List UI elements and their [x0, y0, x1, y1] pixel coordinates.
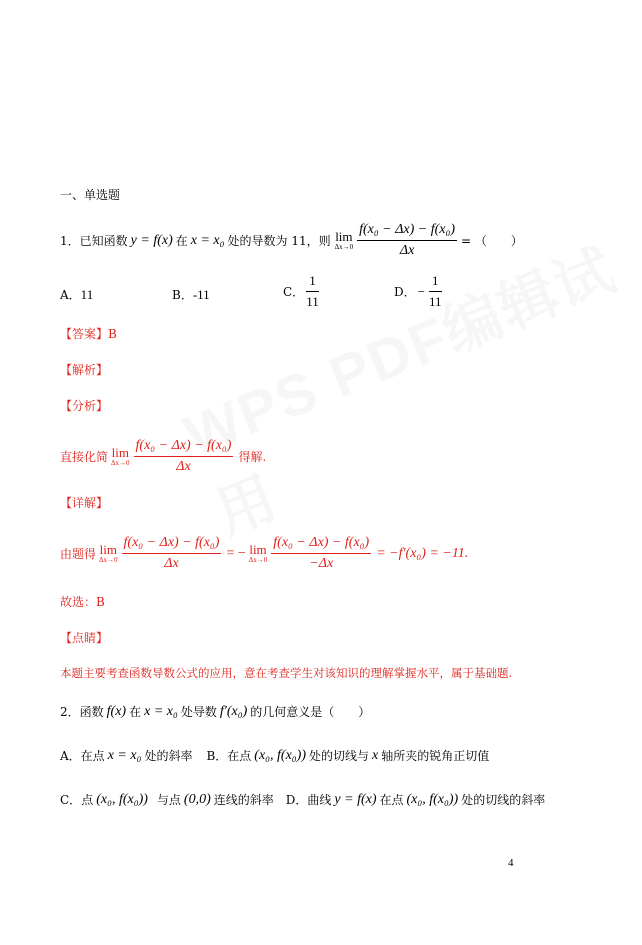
q2-options-ab: A． 在点 x = x₀ 处的斜率 B． 在点 (x₀, f(x₀)) 处的切线与 x 轴所夹的锐角正切值: [60, 747, 490, 763]
fenxi-tag: 【分析】: [60, 399, 109, 413]
q1-option-d: D． − $\frac{1}{11}$: [394, 273, 442, 309]
watermark: [170, 218, 642, 551]
answer-tag: 【答案】: [60, 327, 109, 341]
fenxi-prefix: 直接化简: [60, 450, 109, 464]
q2-options-cd: C． 点 (x₀, f(x₀)) 与点 (0,0) 连线的斜率 D． 曲线 y = f(x) 在点 (x₀, f(x₀)) 处的切线的斜率: [60, 791, 546, 807]
detail-fraction-1: $\frac{\text{f(x₀ − Δx) − f(x₀)}}{\Delta x}$: [123, 535, 220, 571]
detail-result: = −f′(x₀) = −11.: [376, 545, 469, 561]
q2-option-b-label: B．: [206, 749, 228, 763]
detail-fraction-2: $\frac{\text{f(x₀ − Δx) − f(x₀)}}{-\Delta x}$: [273, 535, 370, 571]
question-2: 2． 函数 f(x) 在 x = x₀ 处导数 f′(x₀) 的几何意义是（ ）: [60, 703, 371, 719]
q2-option-a-label: A．: [60, 749, 81, 763]
q1-text-b: 在: [175, 234, 188, 248]
fenxi-line: [60, 438, 266, 475]
q1-func-expr: y = f(x): [130, 232, 173, 248]
comment-tag: 【点睛】: [60, 631, 109, 645]
q1-denominator: Δx: [399, 243, 415, 258]
q1-option-a: A．11: [60, 287, 94, 302]
q1-point-expr: x = x₀: [190, 232, 225, 248]
q1-option-b: B．-11: [172, 287, 210, 302]
page-number: 4: [508, 857, 514, 869]
q1-text-a: 已知函数: [79, 234, 128, 248]
q2-number: 2．: [60, 705, 80, 719]
detail-limit-1: lim Δx→0: [99, 542, 118, 564]
detail-line: [60, 535, 468, 572]
q1-tail: = （ ）: [461, 234, 523, 248]
q1-numerator: f(x₀ − Δx) − f(x₀): [357, 222, 457, 241]
q1-option-c: C． $\frac{1}{11}$: [283, 273, 319, 309]
detail-mid: = −: [226, 545, 246, 561]
detail-limit-2: lim Δx→0: [248, 542, 268, 564]
question-1: [60, 222, 523, 259]
q1-limit: lim Δx→0: [334, 229, 354, 251]
answer-value: B: [108, 327, 117, 341]
answer-line: [60, 325, 117, 342]
fenxi-limit: lim Δx→0: [111, 445, 130, 467]
fenxi-fraction: $\frac{\text{f(x₀ − Δx) − f(x₀)}}{\Delta x}$: [135, 438, 232, 474]
analysis-tag: 【解析】: [60, 363, 109, 377]
comment-text: 本题主要考查函数导数公式的应用，意在考查学生对该知识的理解掌握水平，属于基础题.: [60, 666, 513, 680]
q2-option-c-label: C．: [60, 793, 82, 807]
detail-tag: 【详解】: [60, 496, 109, 510]
choice-text: 故选：B: [60, 595, 105, 609]
q1-fraction: [357, 222, 457, 259]
q1-text-c: 处的导数为 11，则: [227, 234, 331, 248]
fenxi-suffix: 得解.: [238, 450, 267, 464]
detail-prefix: 由题得: [60, 547, 97, 561]
q2-option-d-label: D．: [285, 793, 308, 807]
section-title: 一、单选题: [60, 188, 121, 202]
q1-number: 1．: [60, 234, 80, 248]
